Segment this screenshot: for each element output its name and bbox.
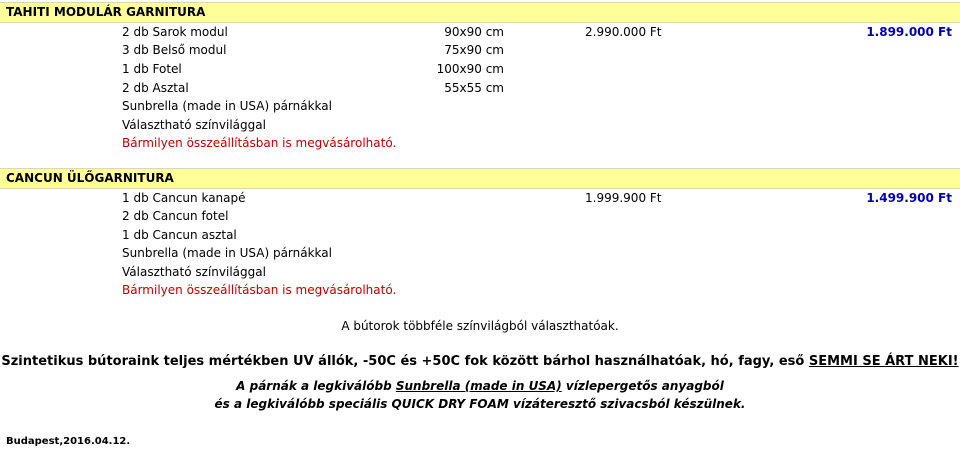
date-text: Budapest,2016.04.12. [6, 436, 131, 447]
purchase-note: Bármilyen összeállításban is megvásárolható. [122, 283, 397, 297]
section-header-cancun [0, 168, 960, 189]
date-footer [6, 436, 130, 447]
item-label: 2 db Sarok modul [122, 25, 228, 39]
item-size: 75x90 cm [444, 43, 504, 57]
original-price: 1.999.900 Ft [585, 191, 662, 205]
cushion-info-line1 [0, 378, 960, 394]
item-label: 1 db Cancun kanapé [122, 191, 246, 205]
item-label: 3 db Belső modul [122, 43, 227, 57]
purchase-note: Bármilyen összeállításban is megvásárolható. [122, 136, 397, 150]
item-label: 1 db Cancun asztal [122, 228, 237, 242]
item-label: Sunbrella (made in USA) párnákkal [122, 99, 332, 113]
item-size: 90x90 cm [444, 25, 504, 39]
item-label: Választható színvilággal [122, 265, 266, 279]
item-label: Sunbrella (made in USA) párnákkal [122, 246, 332, 260]
cushion-info-line2 [0, 396, 960, 412]
uv-info [0, 353, 960, 371]
item-size: 100x90 cm [436, 62, 504, 76]
cushion-info-post: vízlepergetős anyagból [561, 379, 724, 393]
sale-price: 1.499.900 Ft [866, 191, 952, 205]
uv-info-text: Szintetikus bútoraink teljes mértékben UV állók, -50C és +50C fok között bárhol használhatóak, hó, fagy, eső [1, 354, 809, 369]
section-title: CANCUN ÜLŐGARNITURA [6, 171, 174, 185]
item-size: 55x55 cm [444, 81, 504, 95]
section-title: TAHITI MODULÁR GARNITURA [6, 5, 206, 19]
sunbrella-brand: Sunbrella (made in USA) [395, 379, 562, 393]
cushion-info-pre: A párnák a legkiválóbb [236, 379, 396, 393]
item-label: Választható színvilággal [122, 118, 266, 132]
section-header-tahiti [0, 2, 960, 23]
item-label: 2 db Asztal [122, 81, 189, 95]
sale-price: 1.899.000 Ft [866, 25, 952, 39]
uv-info-emphasis: SEMMI SE ÁRT NEKI! [808, 354, 959, 369]
item-label: 1 db Fotel [122, 62, 182, 76]
foam-info-text: és a legkiválóbb speciális QUICK DRY FOAM vízáteresztő szivacsból készülnek. [214, 397, 746, 411]
original-price: 2.990.000 Ft [585, 25, 662, 39]
item-label: 2 db Cancun fotel [122, 209, 229, 223]
colors-info [0, 318, 960, 334]
colors-info-text: A bútorok többféle színvilágból választhatóak. [341, 319, 619, 333]
